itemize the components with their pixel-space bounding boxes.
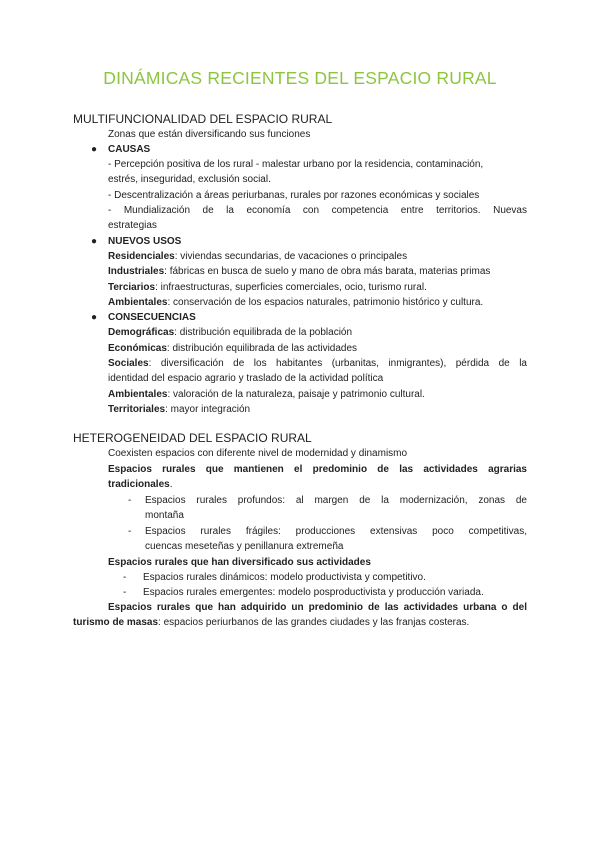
consecuencias-label: CONSECUENCIAS: [108, 312, 196, 323]
causas-line: - Descentralización a áreas periurbanas, rurales por razones económicas y sociales: [108, 190, 480, 201]
bullet-icon: ●: [91, 236, 98, 247]
consecuencia-ambientales: Ambientales: valoración de la naturaleza, paisaje y patrimonio cultural.: [108, 389, 425, 400]
nuevos-usos-label: NUEVOS USOS: [108, 236, 182, 247]
uso-terciarios: Terciarios: infraestructuras, superficies comerciales, ocio, turismo rural.: [108, 282, 427, 293]
section-intro: Coexisten espacios con diferente nivel de modernidad y dinamismo: [108, 448, 408, 459]
consecuencia-economicas: Económicas: distribución equilibrada de las actividades: [108, 343, 358, 354]
group-heading: Espacios rurales que han adquirido un predominio de las actividades urbana o del: [108, 602, 527, 613]
list-item: Espacios rurales emergentes: modelo posproductivista y producción variada.: [143, 587, 484, 598]
group-heading: Espacios rurales que han diversificado sus actividades: [108, 557, 371, 568]
causas-line: estrategias: [108, 220, 157, 231]
uso-ambientales: Ambientales: conservación de los espacios naturales, patrimonio histórico y cultura.: [108, 297, 484, 308]
causas-line: - Mundialización de la economía con competencia entre territorios. Nuevas: [108, 205, 527, 216]
uso-residenciales: Residenciales: viviendas secundarias, de vacaciones o principales: [108, 251, 408, 262]
consecuencia-sociales-cont: identidad del espacio agrario y traslado de la actividad política: [108, 373, 384, 384]
causas-label: CAUSAS: [108, 144, 151, 155]
dash-bullet-icon: -: [123, 572, 127, 583]
group-heading: Espacios rurales que mantienen el predominio de las actividades agrarias: [108, 464, 527, 475]
causas-line: - Percepción positiva de los rural - malestar urbano por la residencia, contaminación,: [108, 159, 484, 170]
section-heading-multifuncionalidad: MULTIFUNCIONALIDAD DEL ESPACIO RURAL: [73, 112, 333, 126]
dash-bullet-icon: -: [128, 495, 132, 506]
page-title: DINÁMICAS RECIENTES DEL ESPACIO RURAL: [103, 68, 497, 88]
list-item-cont: montaña: [145, 510, 184, 521]
uso-industriales: Industriales: fábricas en busca de suelo y mano de obra más barata, materias primas: [108, 266, 491, 277]
list-item: Espacios rurales frágiles: producciones extensivas poco competitivas,: [145, 526, 527, 537]
causas-line: estrés, inseguridad, exclusión social.: [108, 174, 271, 185]
bullet-icon: ●: [91, 312, 98, 323]
list-item: Espacios rurales dinámicos: modelo productivista y competitivo.: [143, 572, 426, 583]
consecuencia-sociales: Sociales: diversificación de los habitantes (urbanitas, inmigrantes), pérdida de la: [108, 358, 527, 369]
section-intro: Zonas que están diversificando sus funciones: [108, 129, 311, 140]
bullet-icon: ●: [91, 144, 98, 155]
dash-bullet-icon: -: [128, 526, 132, 537]
consecuencia-territoriales: Territoriales: mayor integración: [108, 404, 251, 415]
list-item: Espacios rurales profundos: al margen de la modernización, zonas de: [145, 495, 527, 506]
list-item-cont: cuencas meseteñas y penillanura extremeña: [145, 541, 344, 552]
group-heading-cont: turismo de masas: espacios periurbanos de las grandes ciudades y las franjas costeras.: [73, 617, 470, 628]
group-heading-cont: tradicionales.: [108, 479, 173, 490]
section-heading-heterogeneidad: HETEROGENEIDAD DEL ESPACIO RURAL: [73, 431, 312, 445]
consecuencia-demograficas: Demográficas: distribución equilibrada de la población: [108, 327, 353, 338]
dash-bullet-icon: -: [123, 587, 127, 598]
